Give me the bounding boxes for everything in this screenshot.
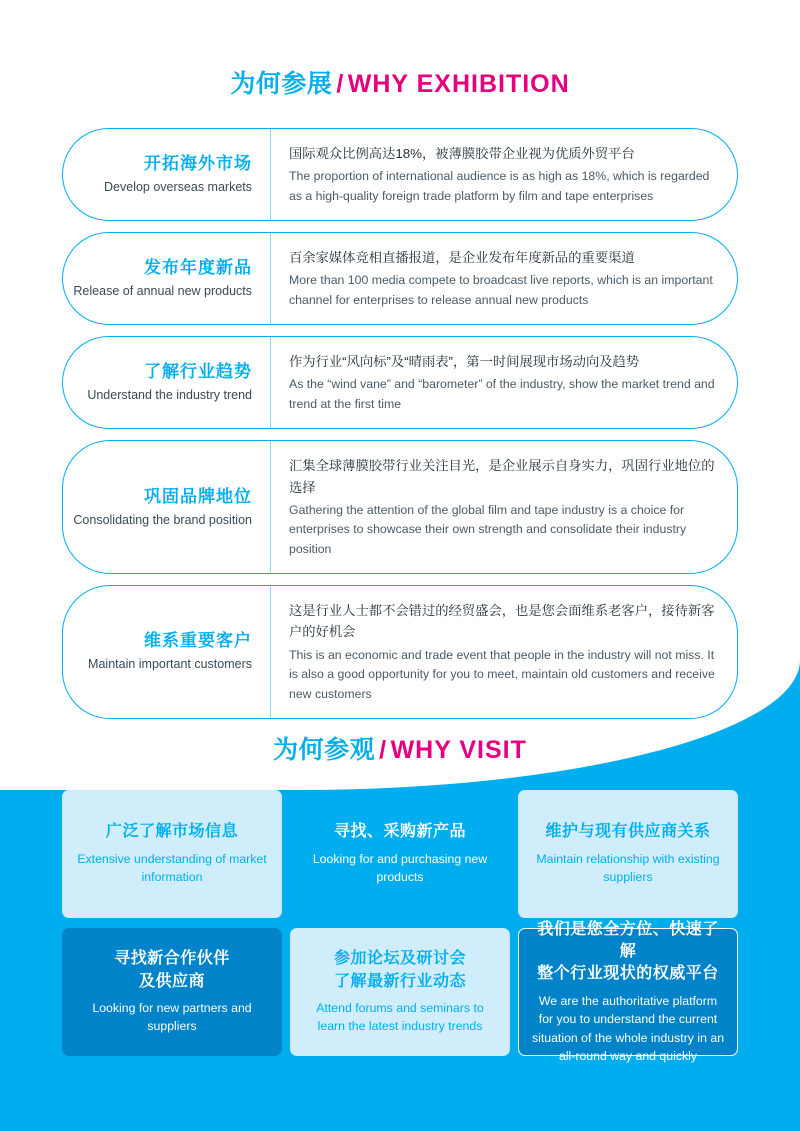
why-visit-card-en: Looking for and purchasing new products [312,851,488,885]
why-visit-card-cn: 参加论坛及研讨会 了解最新行业动态 [333,950,466,990]
row-label-en: Understand the industry trend [87,388,252,403]
row-label [63,441,271,573]
row-label-en: Consolidating the brand position [73,512,252,527]
why-exhibition-heading-cn: 为何参展 [230,70,333,98]
row-label [63,233,271,324]
why-exhibition-row [62,585,738,719]
row-label [63,586,271,718]
why-visit-heading-en: WHY VISIT [390,736,527,764]
row-label-en: Maintain important customers [88,657,252,672]
why-exhibition-heading-slash: / [336,70,344,98]
row-body [271,441,737,573]
why-exhibition-heading [0,72,800,97]
why-visit-heading-slash: / [379,736,387,764]
why-visit-card [62,928,282,1056]
why-visit-card [290,790,510,918]
why-visit-card [518,920,738,1064]
row-body-en: The proportion of international audience is as high as 18%, which is regarded as a high-quality foreign trade platform by film and tape enterprises [289,169,710,203]
row-label-cn: 了解行业趋势 [144,362,252,382]
row-body-en: As the “wind vane” and “barometer” of the industry, show the market trend and trend at the first time [289,377,715,411]
why-visit-card-grid [62,790,738,1064]
row-body [271,586,737,718]
why-exhibition-row [62,440,738,574]
row-label-en: Develop overseas markets [104,179,252,194]
row-label-cn: 发布年度新品 [144,258,252,278]
why-visit-heading-cn: 为何参观 [273,736,376,764]
row-body-en: More than 100 media compete to broadcast live reports, which is an important channel for enterprises to release annual new products [289,273,713,307]
why-visit-heading [0,738,800,763]
row-label-cn: 开拓海外市场 [144,154,252,174]
why-visit-card-cn: 维护与现有供应商关系 [545,823,711,841]
row-label [63,129,271,220]
row-body-en: This is an economic and trade event that people in the industry will not miss. It is also a good opportunity for you to meet, maintain old customers and receive new customers [289,647,715,701]
row-label-cn: 维系重要客户 [144,631,252,651]
why-visit-card-en: Maintain relationship with existing suppliers [536,851,720,885]
why-exhibition-row [62,128,738,221]
why-exhibition-row [62,336,738,429]
row-body-cn: 国际观众比例高达18%，被薄膜胶带企业视为优质外贸平台 [289,146,635,161]
row-body [271,129,737,220]
why-visit-card [518,790,738,918]
why-exhibition-row [62,232,738,325]
row-body-cn: 作为行业“风向标”及“晴雨表”，第一时间展现市场动向及趋势 [289,354,640,370]
row-label-cn: 巩固品牌地位 [144,486,252,506]
row-body-cn: 这是行业人士都不会错过的经贸盛会，也是您会面维系老客户，接待新客户的好机会 [289,603,715,640]
why-visit-card-cn: 广泛了解市场信息 [105,823,238,841]
why-visit-card-cn: 我们是您全方位、快速了解 整个行业现状的权威平台 [537,920,719,983]
row-body-cn: 百余家媒体竞相直播报道，是企业发布年度新品的重要渠道 [289,250,635,266]
why-exhibition-heading-en: WHY EXHIBITION [347,70,570,98]
why-exhibition-list [62,128,738,730]
why-visit-card-en: Extensive understanding of market information [77,851,267,885]
row-body [271,337,737,428]
why-visit-card [290,928,510,1056]
row-body-cn: 汇集全球薄膜胶带行业关注目光，是企业展示自身实力，巩固行业地位的选择 [289,458,715,495]
row-body [271,233,737,324]
why-visit-card [62,790,282,918]
why-visit-card-en: We are the authoritative platform for you to understand the current situation of the whole industry in an all-round way and quickly [531,993,725,1064]
why-visit-card-en: Attend forums and seminars to learn the latest industry trends [316,1000,484,1034]
why-visit-card-cn: 寻找、采购新产品 [333,823,466,841]
row-label-en: Release of annual new products [73,284,252,299]
why-visit-card-en: Looking for new partners and suppliers [92,1000,252,1034]
why-visit-card-cn: 寻找新合作伙伴 及供应商 [114,950,230,990]
row-body-en: Gathering the attention of the global film and tape industry is a choice for enterprises to showcase their own strength and consolidate their industry position [289,502,687,556]
row-label [63,337,271,428]
